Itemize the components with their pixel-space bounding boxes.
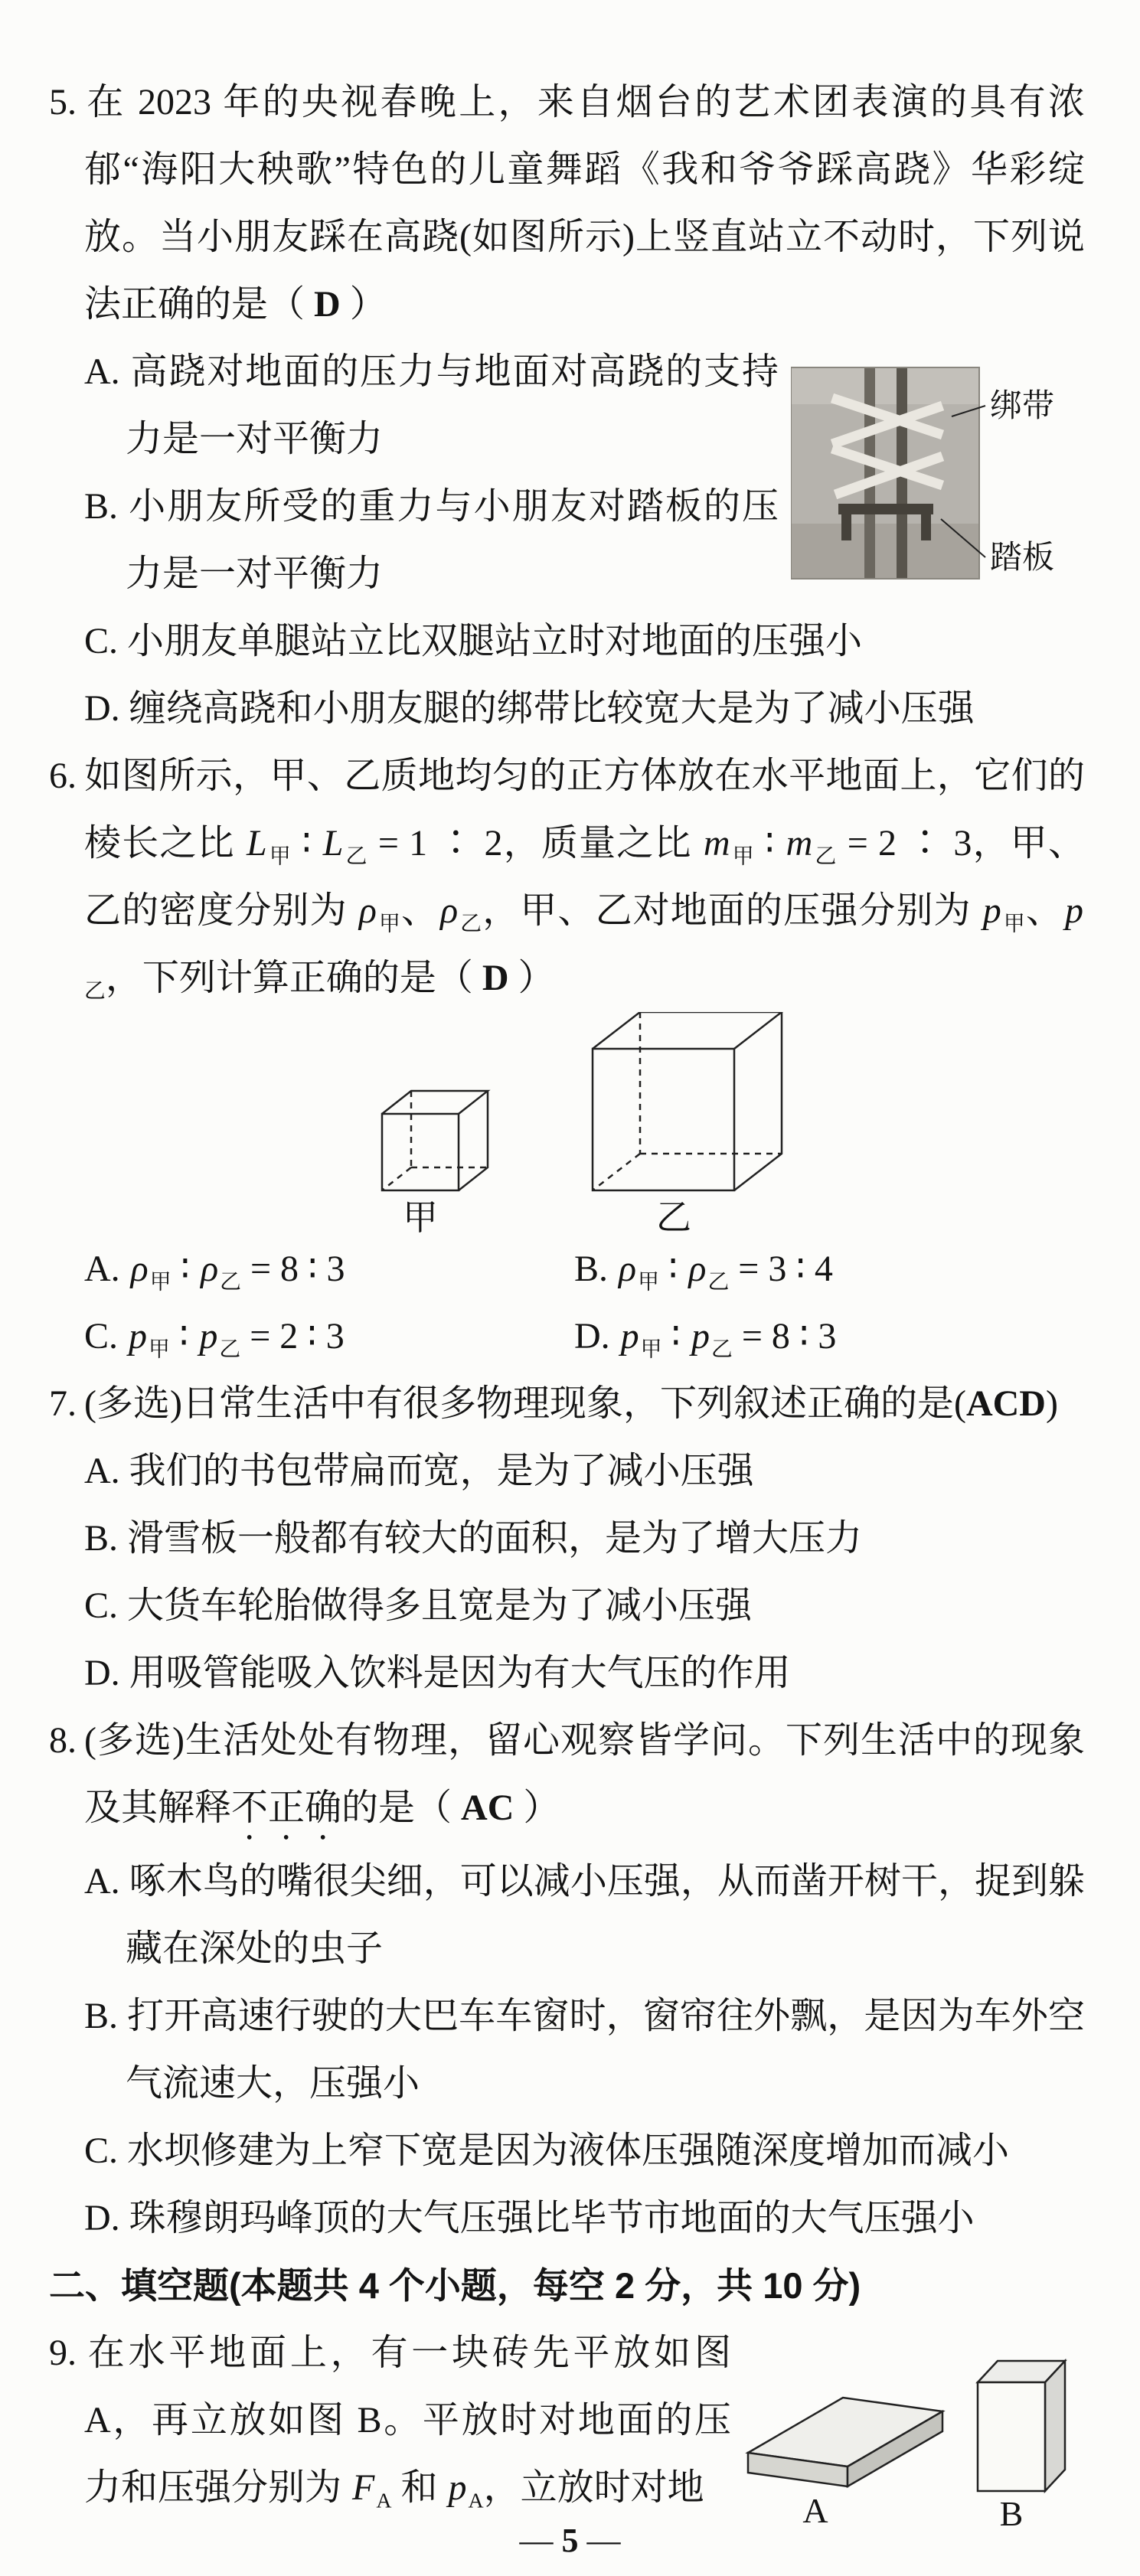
question-5-option-d (84, 675, 1085, 743)
question-8-option-c (84, 2117, 1085, 2185)
option-b-text: 小朋友所受的重力与小朋友对踏板的压力是一对平衡力 (126, 486, 779, 594)
option-c-text: 水坝修建为上窄下宽是因为液体压强随深度增加而减小 (127, 2130, 1010, 2171)
option-a-label: A. (84, 1451, 120, 1491)
option-d-text: 用吸管能吸入饮料是因为有大气压的作用 (129, 1653, 791, 1693)
upright-brick (978, 2361, 1065, 2491)
flat-brick (748, 2398, 942, 2486)
question-7-options (84, 1438, 1085, 1707)
option-d-label: D. (84, 688, 120, 729)
cubes-drawing (340, 1012, 922, 1236)
stilts-figure (791, 341, 1085, 599)
question-6-options (84, 1236, 1085, 1370)
option-b-text: 滑雪板一般都有较大的面积，是为了增大压力 (127, 1518, 863, 1559)
option-d-label: D. (574, 1316, 610, 1357)
brick-a-label: A (802, 2491, 828, 2529)
option-d-text: $p_甲$ ∶ $p_乙 = 8$ ∶ 3 (620, 1316, 837, 1362)
option-b-text: $\rho_甲$ ∶ $\rho_乙 = 3$ ∶ 4 (619, 1249, 833, 1295)
option-c-label: C. (84, 2130, 119, 2171)
large-cube (593, 1012, 782, 1190)
bricks-drawing (739, 2336, 1085, 2529)
option-a-text: 高跷对地面的压力与地面对高跷的支持力是一对平衡力 (126, 351, 779, 459)
option-a-text: 我们的书包带扁而宽，是为了减小压强 (129, 1451, 754, 1491)
small-cube (382, 1091, 488, 1190)
question-8-stem (49, 1707, 1085, 1848)
option-a-label: A. (84, 351, 120, 392)
question-6-option-c (84, 1303, 574, 1370)
option-c-label: C. (84, 621, 119, 661)
question-8-option-d (84, 2185, 1085, 2252)
option-c-text: 小朋友单腿站立比双腿站立时对地面的压强小 (127, 621, 863, 661)
option-b-label: B. (84, 1518, 119, 1559)
question-8 (49, 1707, 1085, 2252)
question-6-stem-text: 如图所示，甲、乙质地均匀的正方体放在水平地面上，它们的棱长之比 $L_甲$ ∶ $L_乙 = 1$ ∶ 2，质量之比 $m_甲$ ∶ $m_乙 = 2$ ∶ 3，甲、乙的密度分别为 $\rho_甲$、$\rho_乙$，甲、乙对地面的压强分别为 $p_甲$、$p_乙$，下列计算正确的是（ D ） (84, 756, 1085, 1004)
pedal-label: 踏板 (990, 540, 1055, 576)
stilts-photo-image (791, 367, 979, 579)
question-6-stem (49, 743, 1085, 1012)
question-9-stem-text: 在水平地面上，有一块砖先平放如图 A，再立放如图 B。平放时对地面的压力和压强分别为 $F_A$ 和 $p_A$，立放时对地 (84, 2333, 731, 2513)
option-a-label: A. (84, 1861, 120, 1902)
question-7-stem-text: (多选)日常生活中有很多物理现象，下列叙述正确的是(ACD) (84, 1383, 1058, 1424)
option-d-text: 缠绕高跷和小朋友腿的绑带比较宽大是为了减小压强 (129, 688, 975, 729)
question-9 (49, 2320, 1085, 2529)
option-d-label: D. (84, 2198, 120, 2238)
cube-jia-label: 甲 (403, 1198, 438, 1236)
question-6-option-b (574, 1236, 1085, 1303)
option-b-label: B. (84, 486, 119, 527)
question-5 (49, 69, 1085, 743)
question-6-option-a (84, 1236, 574, 1303)
bricks-figure (739, 2336, 1085, 2529)
question-5-stem-text: 在 2023 年的央视春晚上，来自烟台的艺术团表演的具有浓郁“海阳大秧歌”特色的儿童舞蹈《我和爷爷踩高跷》华彩绽放。当小朋友踩在高跷(如图所示)上竖直站立不动时，下列说法正确的是（ D ） (84, 82, 1085, 325)
brick-b-label: B (999, 2494, 1024, 2529)
option-b-label: B. (84, 1996, 119, 2036)
question-7-stem (49, 1370, 1085, 1438)
question-6-number: 6. (49, 756, 77, 796)
question-5-stem (49, 69, 1085, 338)
strap-label: 绑带 (990, 389, 1055, 424)
question-7-option-a (84, 1438, 1085, 1505)
page-number-footer: — 5 — (519, 2522, 621, 2559)
stilts-photo (791, 341, 1085, 599)
section-2-heading: 二、填空题(本题共 4 个小题，每空 2 分，共 10 分) (49, 2265, 861, 2306)
question-7 (49, 1370, 1085, 1707)
question-8-stem-text: (多选)生活处处有物理，留心观察皆学问。下列生活中的现象及其解释不正确的是（ AC ） (84, 1720, 1085, 1828)
question-5-options (84, 338, 1085, 743)
option-a-text: 啄木鸟的嘴很尖细，可以减小压强，从而凿开树干，捉到躲藏在深处的虫子 (126, 1861, 1085, 1969)
option-c-text: $p_甲$ ∶ $p_乙 = 2$ ∶ 3 (129, 1316, 345, 1362)
question-7-number: 7. (49, 1383, 77, 1424)
option-b-label: B. (574, 1249, 609, 1289)
cube-yi-label: 乙 (656, 1198, 691, 1236)
question-6 (49, 743, 1085, 1370)
question-7-option-d (84, 1640, 1085, 1707)
question-5-number: 5. (49, 82, 77, 122)
option-c-label: C. (84, 1585, 119, 1626)
option-d-text: 珠穆朗玛峰顶的大气压强比毕节市地面的大气压强小 (129, 2198, 975, 2238)
question-8-options (84, 1848, 1085, 2252)
option-d-label: D. (84, 1653, 120, 1693)
question-7-option-b (84, 1505, 1085, 1572)
option-c-label: C. (84, 1316, 119, 1357)
question-8-option-a (84, 1848, 1085, 1983)
option-b-text: 打开高速行驶的大巴车车窗时，窗帘往外飘，是因为车外空气流速大，压强小 (126, 1996, 1085, 2104)
question-6-option-d (574, 1303, 1085, 1370)
option-c-text: 大货车轮胎做得多且宽是为了减小压强 (127, 1585, 753, 1626)
option-a-text: $\rho_甲$ ∶ $\rho_乙 = 8$ ∶ 3 (130, 1249, 345, 1295)
question-8-option-b (84, 1983, 1085, 2117)
question-8-number: 8. (49, 1720, 77, 1761)
cubes-figure (340, 1012, 1085, 1236)
option-a-label: A. (84, 1249, 120, 1289)
question-5-option-c (84, 608, 1085, 675)
question-7-option-c (84, 1572, 1085, 1640)
question-9-number: 9. (49, 2333, 77, 2373)
